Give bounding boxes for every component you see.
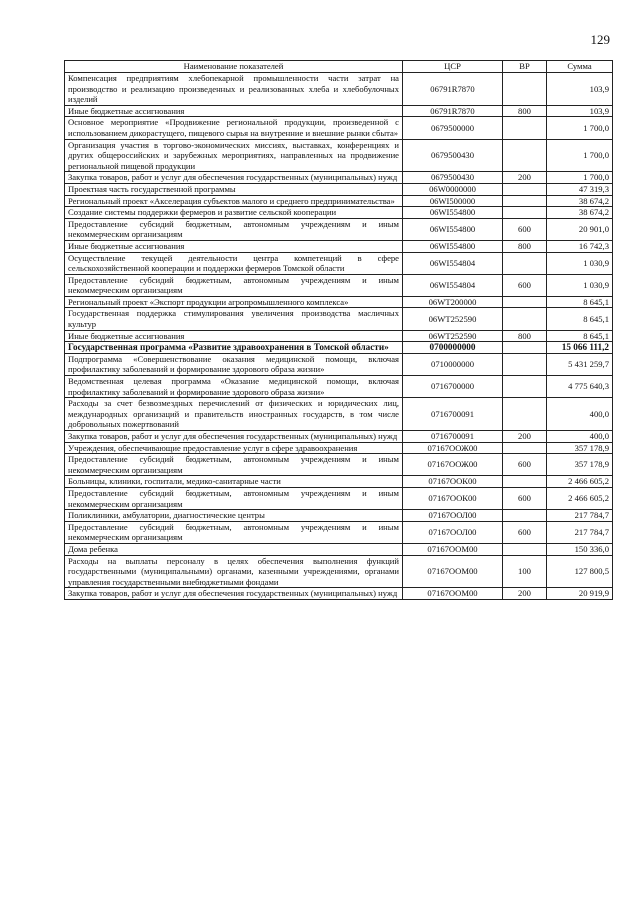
cell-vr <box>503 398 547 431</box>
cell-vr <box>503 476 547 488</box>
cell-csr: 0700000000 <box>403 342 503 354</box>
cell-sum: 5 431 259,7 <box>547 353 613 375</box>
table-row <box>65 476 613 488</box>
cell-name: Поликлиники, амбулатории, диагностические центры <box>65 510 403 522</box>
table-row <box>65 330 613 342</box>
cell-name: Учреждения, обеспечивающие предоставление услуг в сфере здравоохранения <box>65 442 403 454</box>
cell-csr: 06WI554800 <box>403 207 503 219</box>
table-row <box>65 252 613 274</box>
cell-sum: 357 178,9 <box>547 442 613 454</box>
cell-sum: 20 919,9 <box>547 588 613 600</box>
cell-csr: 0679500430 <box>403 139 503 172</box>
table-row <box>65 487 613 509</box>
table-row <box>65 183 613 195</box>
cell-sum: 1 030,9 <box>547 252 613 274</box>
cell-name: Создание системы поддержки фермеров и развитие сельской кооперации <box>65 207 403 219</box>
cell-csr: 0716700000 <box>403 376 503 398</box>
cell-vr: 600 <box>503 274 547 296</box>
table-row <box>65 195 613 207</box>
cell-vr <box>503 296 547 308</box>
cell-name: Подпрограмма «Совершенствование оказания медицинской помощи, включая профилактику заболеваний и формирование здорового образа жизни» <box>65 353 403 375</box>
cell-sum: 8 645,1 <box>547 308 613 330</box>
cell-csr: 07167ООМ00 <box>403 588 503 600</box>
cell-sum: 15 066 111,2 <box>547 342 613 354</box>
cell-csr: 0716700091 <box>403 431 503 443</box>
cell-sum: 357 178,9 <box>547 454 613 476</box>
cell-name: Ведомственная целевая программа «Оказание медицинской помощи, включая профилактику заболеваний и формирование здорового образа жизни» <box>65 376 403 398</box>
cell-csr: 07167ООК00 <box>403 476 503 488</box>
cell-sum: 2 466 605,2 <box>547 487 613 509</box>
cell-vr: 100 <box>503 555 547 588</box>
table-row <box>65 274 613 296</box>
cell-vr: 200 <box>503 431 547 443</box>
table-row <box>65 207 613 219</box>
cell-csr: 06WT200000 <box>403 296 503 308</box>
cell-sum: 38 674,2 <box>547 207 613 219</box>
table-row <box>65 172 613 184</box>
cell-csr: 06W0000000 <box>403 183 503 195</box>
cell-csr: 06WT252590 <box>403 330 503 342</box>
cell-vr <box>503 308 547 330</box>
cell-name: Предоставление субсидий бюджетным, автономным учреждениям и иным некоммерческим организациям <box>65 487 403 509</box>
cell-vr: 600 <box>503 487 547 509</box>
table-row <box>65 543 613 555</box>
table-row <box>65 555 613 588</box>
cell-sum: 103,9 <box>547 105 613 117</box>
table-row <box>65 353 613 375</box>
table-row <box>65 342 613 354</box>
cell-csr: 0716700091 <box>403 398 503 431</box>
cell-vr <box>503 73 547 106</box>
cell-name: Больницы, клиники, госпитали, медико-санитарные части <box>65 476 403 488</box>
cell-sum: 2 466 605,2 <box>547 476 613 488</box>
cell-csr: 07167ООЖ00 <box>403 454 503 476</box>
cell-name: Государственная программа «Развитие здравоохранения в Томской области» <box>65 342 403 354</box>
table-row <box>65 218 613 240</box>
table-row <box>65 442 613 454</box>
cell-sum: 217 784,7 <box>547 510 613 522</box>
cell-sum: 20 901,0 <box>547 218 613 240</box>
table-row <box>65 521 613 543</box>
cell-csr: 07167ООМ00 <box>403 543 503 555</box>
cell-csr: 07167ООЛ00 <box>403 510 503 522</box>
cell-name: Предоставление субсидий бюджетным, автономным учреждениям и иным некоммерческим организациям <box>65 454 403 476</box>
cell-name: Проектная часть государственной программы <box>65 183 403 195</box>
cell-sum: 217 784,7 <box>547 521 613 543</box>
cell-csr: 06WT252590 <box>403 308 503 330</box>
cell-sum: 1 700,0 <box>547 172 613 184</box>
cell-sum: 150 336,0 <box>547 543 613 555</box>
cell-name: Предоставление субсидий бюджетным, автономным учреждениям и иным некоммерческим организациям <box>65 521 403 543</box>
table-row <box>65 431 613 443</box>
cell-csr: 07167ООМ00 <box>403 555 503 588</box>
cell-vr <box>503 442 547 454</box>
cell-name: Закупка товаров, работ и услуг для обеспечения государственных (муниципальных) нужд <box>65 431 403 443</box>
column-header-sum: Сумма <box>547 61 613 73</box>
cell-csr: 06WI554804 <box>403 274 503 296</box>
cell-name: Иные бюджетные ассигнования <box>65 330 403 342</box>
cell-vr: 600 <box>503 454 547 476</box>
cell-csr: 0710000000 <box>403 353 503 375</box>
table-row <box>65 588 613 600</box>
cell-sum: 8 645,1 <box>547 296 613 308</box>
cell-csr: 07167ООЛ00 <box>403 521 503 543</box>
cell-sum: 16 742,3 <box>547 240 613 252</box>
cell-sum: 4 775 640,3 <box>547 376 613 398</box>
cell-vr <box>503 510 547 522</box>
cell-name: Организация участия в торгово-экономических миссиях, выставках, конференциях и других общероссийских и зарубежных мероприятиях, направленных на продвижение региональной пищевой продукции <box>65 139 403 172</box>
cell-csr: 06791R7870 <box>403 73 503 106</box>
cell-vr <box>503 139 547 172</box>
cell-vr: 200 <box>503 172 547 184</box>
cell-sum: 1 030,9 <box>547 274 613 296</box>
cell-vr <box>503 353 547 375</box>
table-row <box>65 117 613 139</box>
cell-vr: 200 <box>503 588 547 600</box>
table-header-row <box>65 61 613 73</box>
table-row <box>65 398 613 431</box>
cell-vr: 600 <box>503 521 547 543</box>
column-header-name: Наименование показателей <box>65 61 403 73</box>
table-row <box>65 376 613 398</box>
cell-csr: 06WI554800 <box>403 218 503 240</box>
table-body <box>65 73 613 600</box>
cell-name: Компенсация предприятиям хлебопекарной промышленности части затрат на производство и реализацию произведенных и реализованных хлеба и хлебобулочных изделий <box>65 73 403 106</box>
page-number: 129 <box>590 32 610 47</box>
cell-sum: 1 700,0 <box>547 117 613 139</box>
table-row <box>65 105 613 117</box>
cell-name: Иные бюджетные ассигнования <box>65 105 403 117</box>
cell-csr: 06WI500000 <box>403 195 503 207</box>
cell-vr: 800 <box>503 330 547 342</box>
cell-vr <box>503 252 547 274</box>
cell-name: Осуществление текущей деятельности центра компетенций в сфере сельскохозяйственной кооперации и поддержки фермеров Томской области <box>65 252 403 274</box>
cell-name: Предоставление субсидий бюджетным, автономным учреждениям и иным некоммерческим организациям <box>65 218 403 240</box>
table-row <box>65 454 613 476</box>
cell-vr <box>503 117 547 139</box>
cell-name: Дома ребенка <box>65 543 403 555</box>
cell-vr <box>503 342 547 354</box>
table-row <box>65 73 613 106</box>
cell-name: Закупка товаров, работ и услуг для обеспечения государственных (муниципальных) нужд <box>65 172 403 184</box>
cell-name: Расходы за счет безвозмездных перечислений от физических и юридических лиц, международных организаций и правительств иностранных государств, в том числе добровольных пожертвований <box>65 398 403 431</box>
cell-name: Предоставление субсидий бюджетным, автономным учреждениям и иным некоммерческим организациям <box>65 274 403 296</box>
cell-vr <box>503 207 547 219</box>
budget-table <box>64 60 613 600</box>
cell-sum: 103,9 <box>547 73 613 106</box>
cell-name: Региональный проект «Экспорт продукции агропромышленного комплекса» <box>65 296 403 308</box>
cell-csr: 06WI554804 <box>403 252 503 274</box>
cell-csr: 06WI554800 <box>403 240 503 252</box>
cell-csr: 0679500430 <box>403 172 503 184</box>
cell-vr <box>503 195 547 207</box>
cell-name: Региональный проект «Акселерация субъектов малого и среднего предпринимательства» <box>65 195 403 207</box>
table-row <box>65 296 613 308</box>
cell-sum: 8 645,1 <box>547 330 613 342</box>
cell-sum: 127 800,5 <box>547 555 613 588</box>
cell-sum: 400,0 <box>547 431 613 443</box>
cell-csr: 06791R7870 <box>403 105 503 117</box>
cell-vr <box>503 376 547 398</box>
cell-vr: 800 <box>503 105 547 117</box>
cell-csr: 0679500000 <box>403 117 503 139</box>
column-header-vr: ВР <box>503 61 547 73</box>
cell-sum: 400,0 <box>547 398 613 431</box>
column-header-csr: ЦСР <box>403 61 503 73</box>
cell-name: Закупка товаров, работ и услуг для обеспечения государственных (муниципальных) нужд <box>65 588 403 600</box>
table-row <box>65 308 613 330</box>
cell-vr: 600 <box>503 218 547 240</box>
cell-vr: 800 <box>503 240 547 252</box>
cell-vr <box>503 543 547 555</box>
cell-sum: 1 700,0 <box>547 139 613 172</box>
cell-name: Иные бюджетные ассигнования <box>65 240 403 252</box>
cell-sum: 47 319,3 <box>547 183 613 195</box>
table-row <box>65 240 613 252</box>
cell-name: Государственная поддержка стимулирования увеличения производства масличных культур <box>65 308 403 330</box>
cell-csr: 07167ООЖ00 <box>403 442 503 454</box>
cell-csr: 07167ООК00 <box>403 487 503 509</box>
table-row <box>65 510 613 522</box>
cell-vr <box>503 183 547 195</box>
cell-sum: 38 674,2 <box>547 195 613 207</box>
cell-name: Расходы на выплаты персоналу в целях обеспечения выполнения функций государственными (муниципальными) органами, казенными учреждениями, органами управления государственными внебюджетными фондами <box>65 555 403 588</box>
cell-name: Основное мероприятие «Продвижение региональной продукции, произведенной с использованием дикорастущего, пищевого сырья на внутренние и внешние рынки сбыта» <box>65 117 403 139</box>
table-row <box>65 139 613 172</box>
